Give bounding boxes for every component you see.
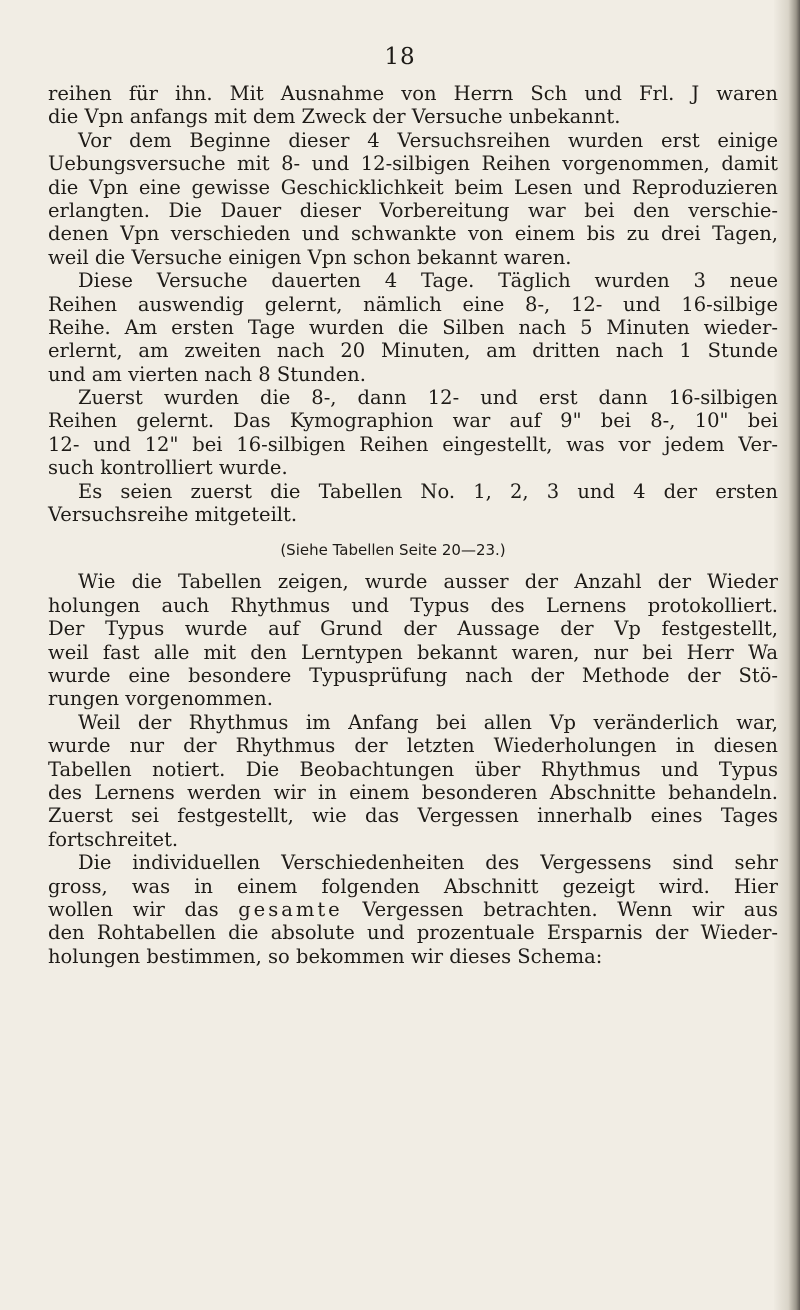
text-line: Weil der Rhythmus im Anfang bei allen Vp veränderlich war, — [78, 710, 778, 734]
text-line: holungen bestimmen, so bekommen wir dieses Schema: — [48, 944, 603, 968]
page-number: 18 — [384, 44, 416, 70]
paragraph-5 — [48, 480, 778, 527]
text-line: die Vpn anfangs mit dem Zweck der Versuche unbekannt. — [48, 105, 621, 129]
paragraph-6 — [48, 570, 778, 710]
text-line: erlangten. Die Dauer dieser Vorbereitung war bei den verschie- — [48, 198, 778, 222]
text-line: Diese Versuche dauerten 4 Tage. Täglich wurden 3 neue — [78, 269, 778, 293]
text-line: und am vierten nach 8 Stunden. — [48, 362, 366, 386]
emphasized-word: gesamte — [238, 897, 343, 921]
paragraph-2 — [48, 129, 778, 269]
text-line: Vor dem Beginne dieser 4 Versuchsreihen wurden erst einige — [78, 128, 778, 152]
table-reference-note: (Siehe Tabellen Seite 20—23.) — [280, 541, 506, 560]
text-fragment: Vergessen betrachten. Wenn wir aus — [362, 897, 778, 921]
paragraph-8 — [48, 851, 778, 968]
text-line: 12- und 12" bei 16-silbigen Reihen eingestellt, was vor jedem Ver- — [48, 432, 778, 456]
text-line: Reihen gelernt. Das Kymographion war auf 9" bei 8-, 10" bei — [48, 409, 778, 433]
paragraph-4 — [48, 386, 778, 480]
text-line: Wie die Tabellen zeigen, wurde ausser der Anzahl der Wieder — [78, 570, 778, 594]
text-line: des Lernens werden wir in einem besonderen Abschnitte behandeln. — [48, 780, 778, 804]
text-line: wurde eine besondere Typusprüfung nach der Methode der Stö- — [48, 663, 778, 687]
text-line — [48, 898, 778, 921]
text-line: Reihe. Am ersten Tage wurden die Silben nach 5 Minuten wieder- — [48, 315, 778, 339]
text-line: reihen für ihn. Mit Ausnahme von Herrn Sch und Frl. J waren — [48, 82, 778, 105]
text-line: gross, was in einem folgenden Abschnitt gezeigt wird. Hier — [48, 874, 778, 898]
text-line: Es seien zuerst die Tabellen No. 1, 2, 3 und 4 der ersten — [78, 479, 778, 503]
text-line: denen Vpn verschieden und schwankte von einem bis zu drei Tagen, — [48, 222, 778, 246]
text-line: Zuerst wurden die 8-, dann 12- und erst dann 16-silbigen — [78, 386, 778, 410]
text-line: wurde nur der Rhythmus der letzten Wiederholungen in diesen — [48, 734, 778, 758]
text-line: Der Typus wurde auf Grund der Aussage der Vp festgestellt, — [48, 617, 778, 641]
text-line: Die individuellen Verschiedenheiten des Vergessens sind sehr — [78, 851, 778, 875]
paragraph-7 — [48, 711, 778, 851]
text-line: erlernt, am zweiten nach 20 Minuten, am dritten nach 1 Stunde — [48, 339, 778, 363]
text-line: den Rohtabellen die absolute und prozentuale Ersparnis der Wieder- — [48, 921, 778, 945]
text-line: Uebungsversuche mit 8- und 12-silbigen Reihen vorgenommen, damit — [48, 152, 778, 176]
text-line: such kontrolliert wurde. — [48, 456, 288, 480]
text-line: fortschreitet. — [48, 827, 179, 851]
text-line: rungen vorgenommen. — [48, 687, 273, 711]
text-line: weil die Versuche einigen Vpn schon bekannt waren. — [48, 245, 572, 269]
text-line: Zuerst sei festgestellt, wie das Vergessen innerhalb eines Tages — [48, 804, 778, 828]
text-fragment: wollen wir das — [48, 897, 219, 921]
page-body — [48, 82, 778, 968]
paragraph-1 — [48, 82, 778, 129]
text-line: holungen auch Rhythmus und Typus des Lernens protokolliert. — [48, 593, 778, 617]
text-line: Tabellen notiert. Die Beobachtungen über Rhythmus und Typus — [48, 757, 778, 781]
text-line: Versuchsreihe mitgeteilt. — [48, 503, 298, 527]
text-line: Reihen auswendig gelernt, nämlich eine 8-, 12- und 16-silbige — [48, 292, 778, 316]
text-line: die Vpn eine gewisse Geschicklichkeit beim Lesen und Reproduzieren — [48, 175, 778, 199]
paragraph-3 — [48, 269, 778, 386]
text-line: weil fast alle mit den Lerntypen bekannt waren, nur bei Herr Wa — [48, 640, 778, 664]
